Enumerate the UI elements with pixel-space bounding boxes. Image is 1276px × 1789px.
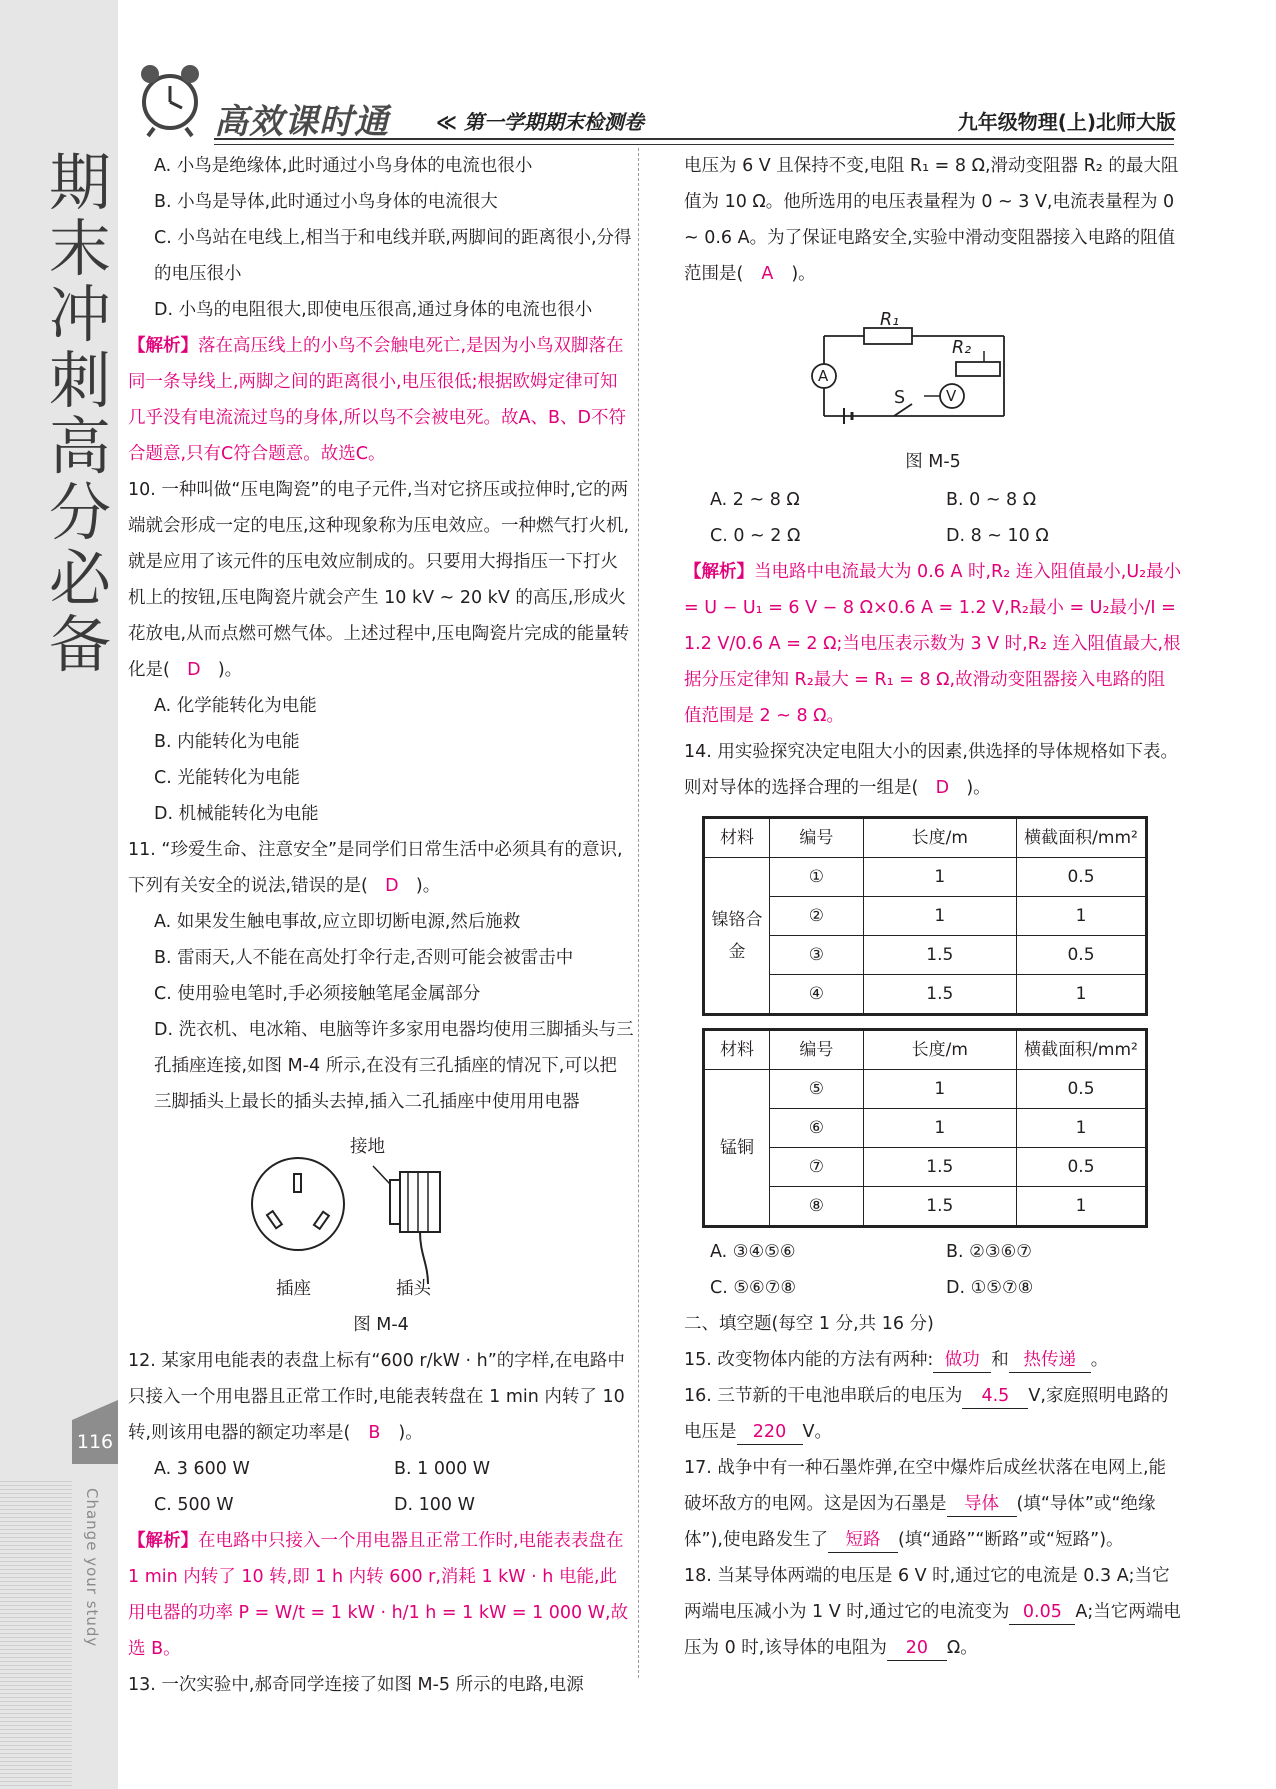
th-number: 编号 — [770, 818, 864, 858]
table-cell: 0.5 — [1017, 858, 1147, 897]
table-row — [704, 1148, 1147, 1187]
q17-end: (填“通路”“断路”或“短路”)。 — [897, 1530, 1124, 1550]
q16-end: V。 — [802, 1422, 832, 1442]
q16-text: 16. 三节新的干电池串联后的电压为 — [684, 1386, 963, 1406]
q13-continued — [684, 148, 1182, 292]
table-row — [704, 897, 1147, 936]
th-area: 横截面积/mm² — [1017, 818, 1147, 858]
header-rule — [214, 138, 1174, 145]
q17-text: 17. 战争中有一种石墨炸弹,在空中爆炸后成丝状落在电网上,能破坏敌方的电网。这是因为石墨是 — [684, 1458, 1167, 1514]
q12-option-d: D. 100 W — [394, 1495, 475, 1515]
q15-mid: 和 — [991, 1350, 1009, 1370]
fig4-label-plug: 插头 — [396, 1279, 431, 1299]
q13-end: )。 — [791, 264, 816, 284]
table-cell: 1 — [1017, 1109, 1147, 1148]
q12-option-b: B. 1 000 W — [394, 1459, 491, 1479]
q13-explanation-text: 当电路中电流最大为 0.6 A 时,R₂ 连入阻值最小,U₂最小 = U − U₁ = 6 V − 8 Ω×0.6 A = 1.2 V,R₂最小 = U₂最小/I = 1.2 V/0.6 A = 2 Ω;当电压表示数为 3 V 时,R₂ 连入阻值最大,根据分压定律知 R₂最大 = R₁ = 8 Ω,故滑动变阻器接入电路的阻值范围是 2 ~ 8 Ω。 — [684, 562, 1182, 726]
q9-option-b: B. 小鸟是导体,此时通过小鸟身体的电流很大 — [154, 192, 498, 212]
table-cell: 0.5 — [1017, 1148, 1147, 1187]
q9-explanation — [128, 328, 634, 472]
conductor-table-manganin — [702, 1028, 1148, 1228]
q9-option-a: A. 小鸟是绝缘体,此时通过小鸟身体的电流也很小 — [154, 156, 533, 176]
q18-end: Ω。 — [946, 1638, 978, 1658]
q15-blank-1: 做功 — [933, 1348, 991, 1373]
q17 — [684, 1450, 1182, 1558]
q18-mid: A;当它两端电压为 0 时,该导体的电阻为 — [684, 1602, 1181, 1658]
q12-explanation — [128, 1523, 634, 1667]
th-area: 横截面积/mm² — [1017, 1030, 1147, 1070]
table-row — [704, 1187, 1147, 1227]
table-cell: ⑤ — [770, 1070, 864, 1109]
figure-m5 — [684, 296, 1182, 482]
table-row — [704, 1070, 1147, 1109]
explanation-tag: 【解析】 — [128, 336, 198, 356]
table-cell: ③ — [770, 936, 864, 975]
table-cell: 0.5 — [1017, 1070, 1147, 1109]
page-number: 116 — [72, 1420, 118, 1464]
q12-end: )。 — [398, 1423, 423, 1443]
sidebar-title: 期末冲刺高分必备 — [48, 146, 111, 681]
fig5-label-r2: R₂ — [952, 338, 972, 358]
q11-option-b: B. 雷雨天,人不能在高处打伞行走,否则可能会被雷击中 — [154, 948, 574, 968]
table-cell: 1 — [1017, 975, 1147, 1015]
q9-option-c: C. 小鸟站在电线上,相当于和电线并联,两脚间的距离很小,分得的电压很小 — [154, 228, 632, 284]
q12-option-a: A. 3 600 W — [154, 1459, 250, 1479]
q11-option-c: C. 使用验电笔时,手必须接触笔尾金属部分 — [154, 984, 481, 1004]
fig5-label-switch: S — [894, 388, 906, 408]
column-divider — [638, 148, 639, 1678]
table-row — [704, 936, 1147, 975]
fig5-label-r1: R₁ — [880, 310, 900, 330]
fig4-label-ground: 接地 — [350, 1137, 385, 1157]
material-cell: 镍铬合金 — [704, 858, 770, 1015]
q14-answer: D — [935, 778, 950, 798]
fig5-label-ammeter: A — [818, 367, 829, 385]
q10-end: )。 — [217, 660, 243, 680]
q11-text: 11. “珍爱生命、注意安全”是同学们日常生活中必须具有的意识,下列有关安全的说法,错误的是( — [128, 840, 623, 896]
q11-answer: D — [385, 876, 399, 896]
q11-option-d: D. 洗衣机、电冰箱、电脑等许多家用电器均使用三脚插头与三孔插座连接,如图 M-4 所示,在没有三孔插座的情况下,可以把三脚插头上最长的插头去掉,插入二孔插座中使用用电器 — [154, 1020, 634, 1112]
th-number: 编号 — [770, 1030, 864, 1070]
q13-option-a: A. 2 ~ 8 Ω — [710, 490, 800, 510]
th-material: 材料 — [704, 818, 770, 858]
q16 — [684, 1378, 1182, 1450]
q12-option-c: C. 500 W — [154, 1495, 234, 1515]
q15-text: 15. 改变物体内能的方法有两种: — [684, 1350, 934, 1370]
page-header — [118, 48, 1276, 148]
q10-text: 10. 一种叫做“压电陶瓷”的电子元件,当对它挤压或拉伸时,它的两端就会形成一定的电压,这种现象称为压电效应。一种燃气打火机,就是应用了该元件的压电效应制成的。只要用大拇指压一下打火机上的按钮,压电陶瓷片就会产生 10 kV ~ 20 kV 的高压,形成火花放电,从而点燃可燃气体。上述过程中,压电陶瓷片完成的能量转化是( — [128, 480, 630, 680]
q14-options-row2 — [684, 1270, 1182, 1306]
q12-text: 12. 某家用电能表的表盘上标有“600 r/kW · h”的字样,在电路中只接入一个用电器且正常工作时,电能表转盘在 1 min 内转了 10 转,则该用电器的额定功率是( — [128, 1351, 625, 1443]
q14 — [684, 734, 1182, 806]
brand-title: 高效课时通 — [214, 102, 389, 142]
q18 — [684, 1558, 1182, 1666]
q9-explanation-text: 落在高压线上的小鸟不会触电死亡,是因为小鸟双脚落在同一条导线上,两脚之间的距离很小,电压很低;根据欧姆定律可知几乎没有电流流过鸟的身体,所以鸟不会被电死。故A、B、D不符合题意,只有C符合题意。故选C。 — [128, 336, 627, 464]
q12-answer: B — [368, 1423, 381, 1443]
q10-option-c: C. 光能转化为电能 — [154, 768, 300, 788]
q14-text: 14. 用实验探究决定电阻大小的因素,供选择的导体规格如下表。则对导体的选择合理的一组是( — [684, 742, 1178, 798]
q13-start: 13. 一次实验中,郝奇同学连接了如图 M-5 所示的电路,电源 — [128, 1675, 584, 1695]
circuit-diagram — [684, 296, 1182, 446]
table-cell: 1 — [863, 1109, 1016, 1148]
q18-blank-1: 0.05 — [1009, 1600, 1075, 1625]
th-length: 长度/m — [863, 818, 1016, 858]
table-cell: ① — [770, 858, 864, 897]
q10-answer: D — [187, 660, 201, 680]
table-cell: ⑧ — [770, 1187, 864, 1227]
section-heading-fill-in: 二、填空题(每空 1 分,共 16 分) — [684, 1314, 934, 1334]
q13-options-row1 — [684, 482, 1182, 518]
table-cell: 0.5 — [1017, 936, 1147, 975]
table-cell: 1.5 — [863, 975, 1016, 1015]
q17-blank-2: 短路 — [828, 1528, 898, 1553]
fig4-caption: 图 M-4 — [353, 1315, 409, 1335]
q12-options-row2 — [128, 1487, 634, 1523]
q13-explanation — [684, 554, 1182, 734]
right-column — [684, 148, 1182, 1666]
q16-mid: V,家庭照明电路的电压是 — [684, 1386, 1169, 1442]
th-length: 长度/m — [863, 1030, 1016, 1070]
explanation-tag: 【解析】 — [684, 562, 754, 582]
left-column — [128, 148, 634, 1703]
q13-option-d: D. 8 ~ 10 Ω — [946, 526, 1049, 546]
figure-m4 — [128, 1124, 634, 1343]
q11-option-a: A. 如果发生触电事故,应立即切断电源,然后施救 — [154, 912, 521, 932]
table-cell: 1 — [1017, 897, 1147, 936]
page-tab-notch — [72, 1400, 118, 1420]
q10-option-b: B. 内能转化为电能 — [154, 732, 300, 752]
table-cell: ② — [770, 897, 864, 936]
table-row — [704, 858, 1147, 897]
table-cell: 1 — [863, 897, 1016, 936]
q13-text: 电压为 6 V 且保持不变,电阻 R₁ = 8 Ω,滑动变阻器 R₂ 的最大阻值为 10 Ω。他所选用的电压表量程为 0 ~ 3 V,电流表量程为 0 ~ 0.6 A。为了保证电路安全,实验中滑动变阻器接入电路的阻值范围是( — [684, 156, 1179, 284]
th-material: 材料 — [704, 1030, 770, 1070]
table-row — [704, 1109, 1147, 1148]
table-cell: 1 — [863, 1070, 1016, 1109]
table-cell: ④ — [770, 975, 864, 1015]
table-header-row — [704, 1030, 1147, 1070]
table-header-row — [704, 818, 1147, 858]
q18-blank-2: 20 — [887, 1636, 947, 1661]
table-cell: ⑥ — [770, 1109, 864, 1148]
q14-option-c: C. ⑤⑥⑦⑧ — [710, 1278, 797, 1298]
q14-options-row1 — [684, 1234, 1182, 1270]
table-row — [704, 975, 1147, 1015]
q16-blank-1: 4.5 — [962, 1384, 1028, 1409]
fig4-label-socket: 插座 — [276, 1279, 311, 1299]
q13-option-c: C. 0 ~ 2 Ω — [710, 526, 801, 546]
q13-answer: A — [761, 264, 774, 284]
sidebar-stripes — [0, 1480, 72, 1789]
conductor-table-nichrome — [702, 816, 1148, 1016]
q14-option-b: B. ②③⑥⑦ — [946, 1242, 1032, 1262]
table-cell: 1.5 — [863, 1148, 1016, 1187]
q12-options-row1 — [128, 1451, 634, 1487]
fig5-label-voltmeter: V — [946, 387, 957, 405]
sidebar-tagline: Change your study — [83, 1488, 101, 1648]
q12-explanation-text: 在电路中只接入一个用电器且正常工作时,电能表表盘在 1 min 内转了 10 转,即 1 h 内转 600 r,消耗 1 kW · h 电能,此用电器的功率 P = W/t = 1 kW · h/1 h = 1 kW = 1 000 W,故选 B。 — [128, 1531, 629, 1659]
table-cell: 1 — [863, 858, 1016, 897]
q11 — [128, 832, 634, 904]
q17-blank-1: 导体 — [947, 1492, 1017, 1517]
q10-option-d: D. 机械能转化为电能 — [154, 804, 319, 824]
q17-mid: (填“导体”或“绝缘体”),使电路发生了 — [684, 1494, 1156, 1550]
q9-option-d: D. 小鸟的电阻很大,即使电压很高,通过身体的电流也很小 — [154, 300, 593, 320]
q10-option-a: A. 化学能转化为电能 — [154, 696, 317, 716]
table-cell: 1.5 — [863, 936, 1016, 975]
q18-text: 18. 当某导体两端的电压是 6 V 时,通过它的电流是 0.3 A;当它两端电压减小为 1 V 时,通过它的电流变为 — [684, 1566, 1170, 1622]
q15 — [684, 1342, 1182, 1378]
q10 — [128, 472, 634, 688]
q13-option-b: B. 0 ~ 8 Ω — [946, 490, 1037, 510]
q16-blank-2: 220 — [737, 1420, 803, 1445]
q13-options-row2 — [684, 518, 1182, 554]
explanation-tag: 【解析】 — [128, 1531, 198, 1551]
q11-end: )。 — [415, 876, 441, 896]
material-cell: 锰铜 — [704, 1070, 770, 1227]
q14-option-a: A. ③④⑤⑥ — [710, 1242, 796, 1262]
alarm-clock-icon — [130, 58, 210, 138]
q15-end: 。 — [1090, 1350, 1109, 1370]
fig5-caption: 图 M-5 — [905, 452, 961, 472]
q12 — [128, 1343, 634, 1451]
exam-subtitle: ≪ 第一学期期末检测卷 — [436, 110, 644, 134]
q14-option-d: D. ①⑤⑦⑧ — [946, 1278, 1034, 1298]
table-cell: 1 — [1017, 1187, 1147, 1227]
q15-blank-2: 热传递 — [1009, 1348, 1091, 1373]
edition-label: 九年级物理(上)北师大版 — [957, 110, 1176, 134]
table-cell: 1.5 — [863, 1187, 1016, 1227]
table-cell: ⑦ — [770, 1148, 864, 1187]
q14-end: )。 — [966, 778, 991, 798]
